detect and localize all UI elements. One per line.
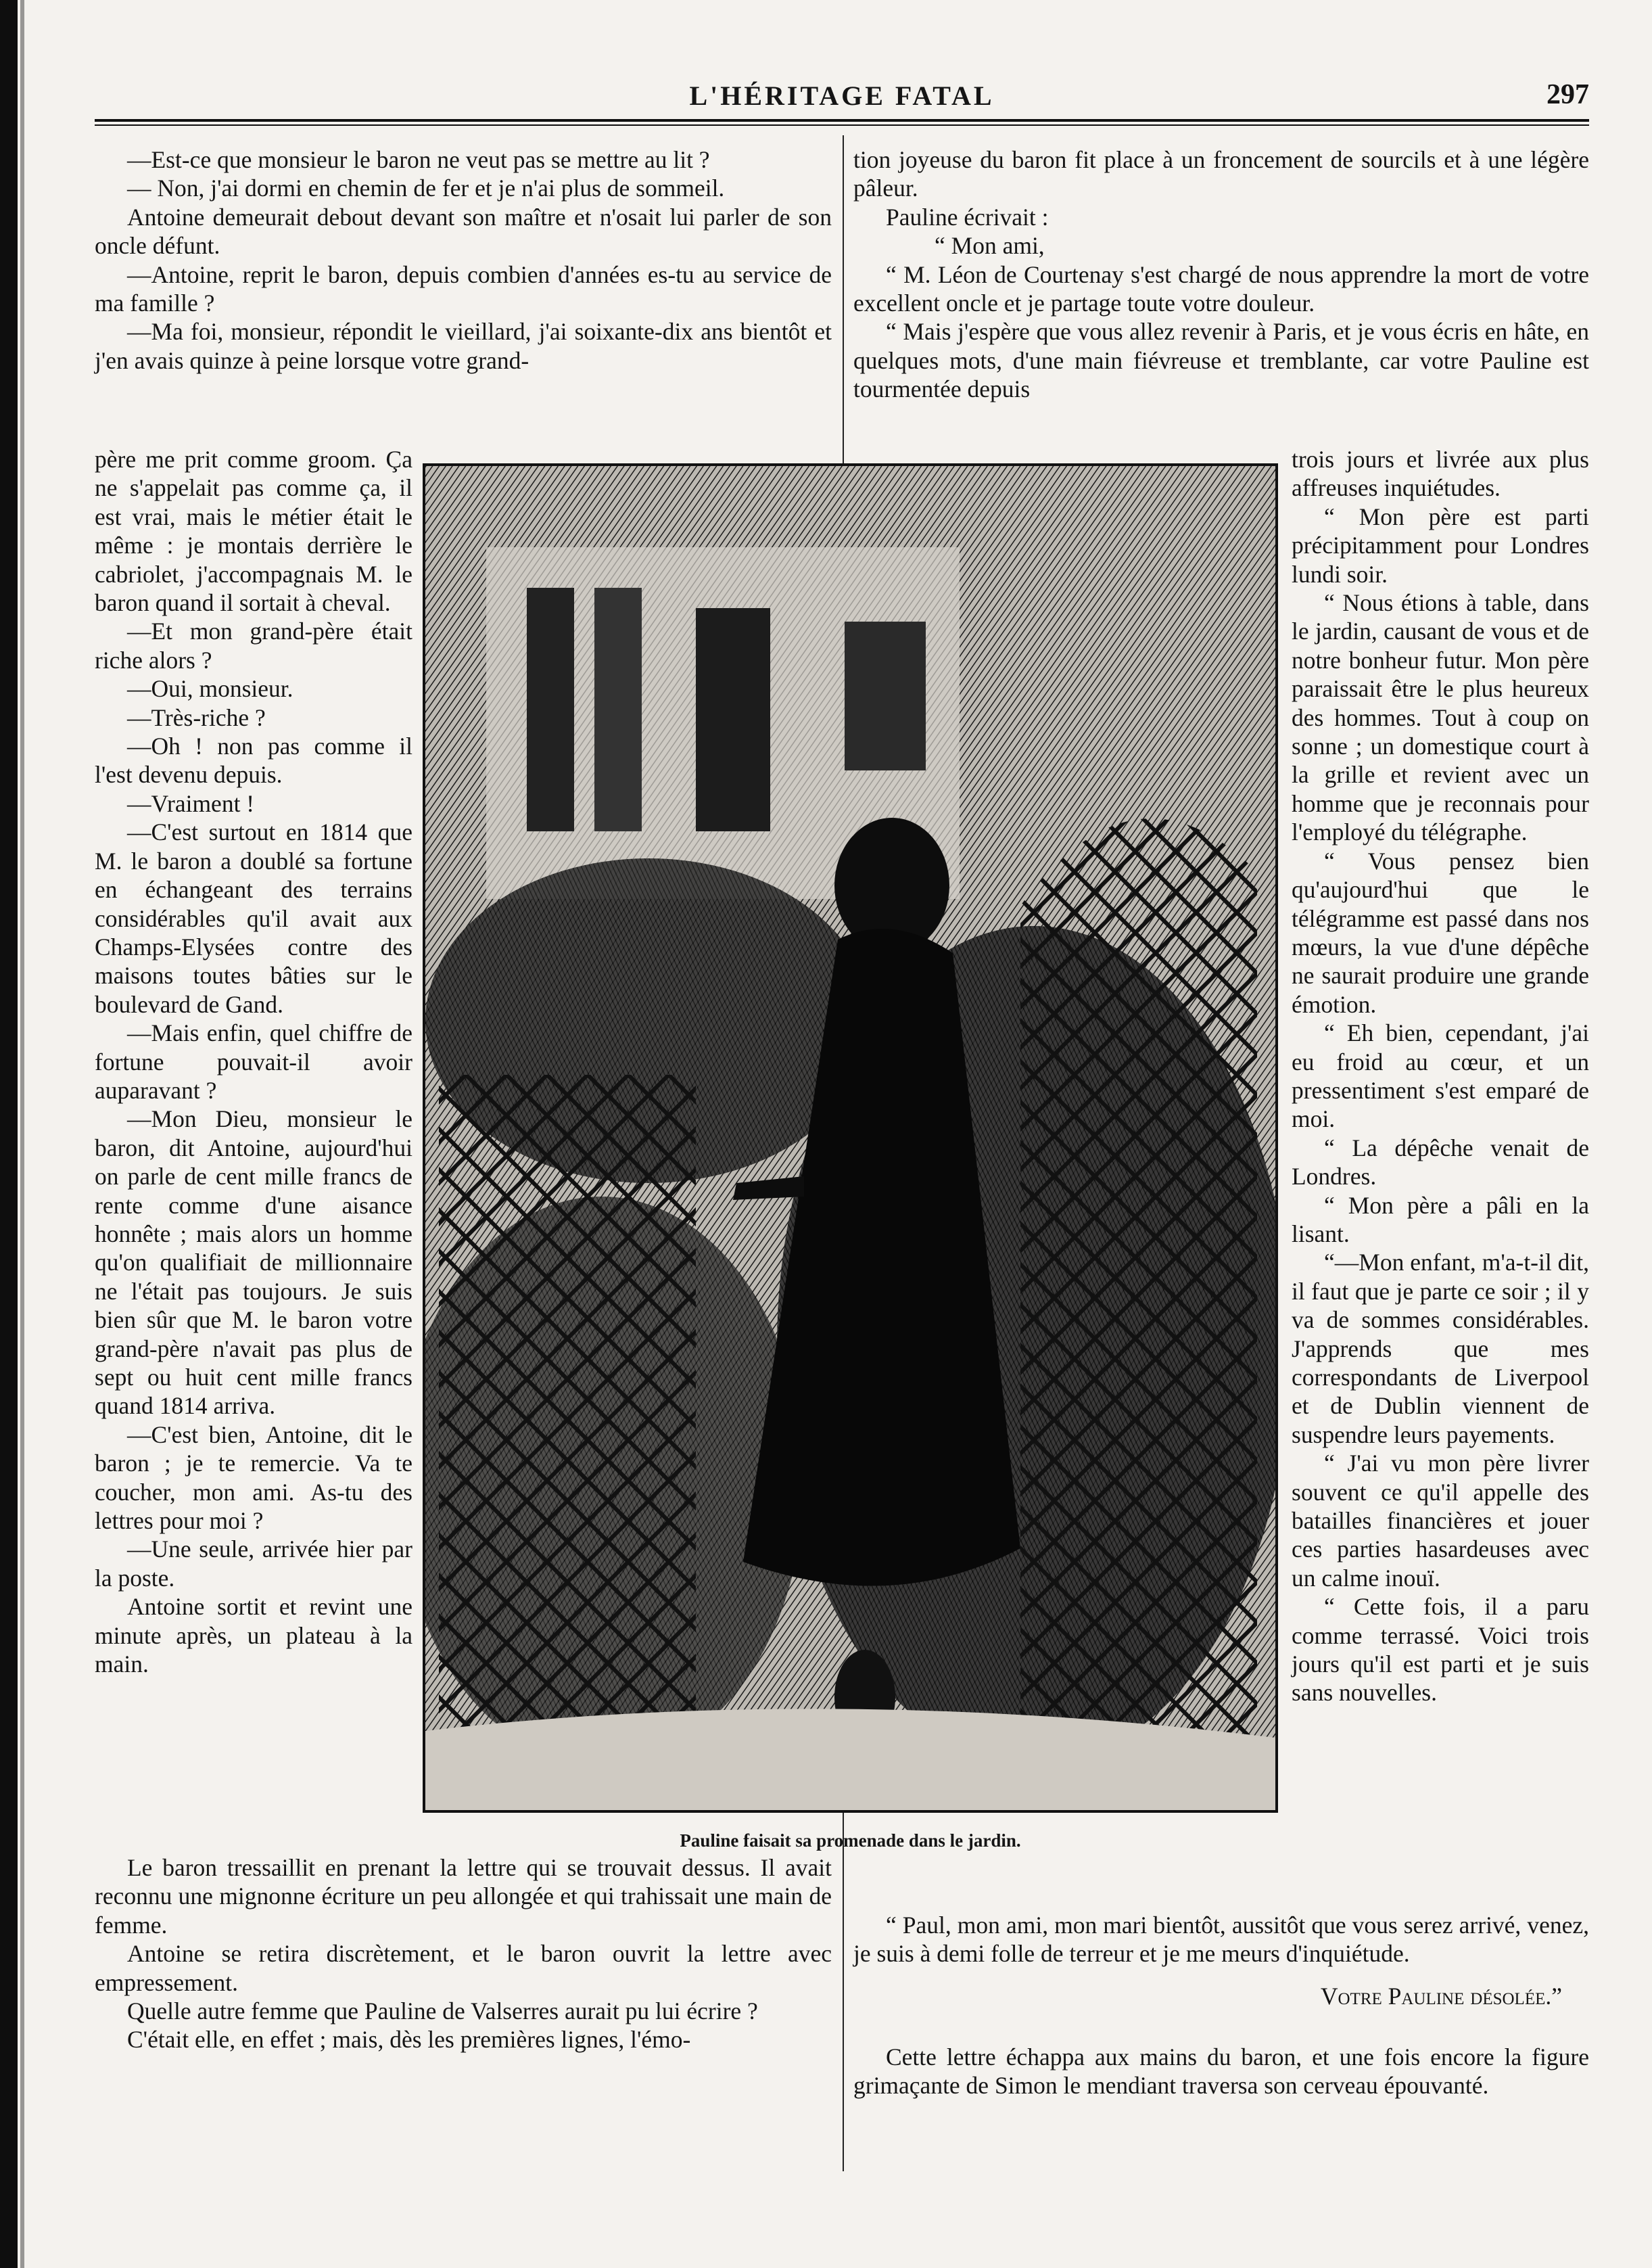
paragraph: Antoine se retira discrètement, et le baron ouvrit la lettre avec empressement.: [95, 1940, 832, 1996]
paragraph: Quelle autre femme que Pauline de Valserres aurait pu lui écrire ?: [127, 1997, 758, 2025]
engraving-illustration: [423, 463, 1278, 1813]
paragraph: Antoine sortit et revint une minute après, un plateau à la main.: [95, 1593, 412, 1678]
paragraph: —Est-ce que monsieur le baron ne veut pas se mettre au lit ?: [127, 146, 710, 173]
letter-signature: Votre Pauline désolée.”: [1320, 1982, 1562, 2010]
paragraph: “ Vous pensez bien qu'aujourd'hui que le télégramme est passé dans nos mœurs, la vue d'une dépêche ne saurait produire une grande émotion.: [1292, 847, 1589, 1018]
right-column-top: [853, 145, 1589, 404]
paragraph: “ Eh bien, cependant, j'ai eu froid au cœur, et un pressentiment s'est emparé de moi.: [1292, 1019, 1589, 1133]
paragraph: —C'est bien, Antoine, dit le baron ; je te remercie. Va te coucher, mon ami. As-tu des lettres pour moi ?: [95, 1420, 412, 1535]
paragraph: père me prit comme groom. Ça ne s'appelait pas comme ça, il est vrai, mais le métier était le même : je montais derrière le cabriolet, j'accompagnais M. le baron quand il sortait à cheval.: [95, 446, 412, 617]
paragraph: —Très-riche ?: [127, 703, 266, 731]
right-column-bottom: [853, 1911, 1589, 2010]
running-title: L'HÉRITAGE FATAL: [689, 80, 995, 111]
paragraph: —Et mon grand-père était riche alors ?: [95, 618, 412, 674]
paragraph: “ Mais j'espère que vous allez revenir à Paris, et je vous écris en hâte, en quelques mots, d'une main fiévreuse et tremblante, car votre Pauline est tourmentée depuis: [853, 318, 1589, 403]
paragraph: “ Cette fois, il a paru comme terrassé. Voici trois jours qu'il est parti et je suis sans nouvelles.: [1292, 1593, 1589, 1707]
paragraph: “ Paul, mon ami, mon mari bientôt, aussitôt que vous serez arrivé, venez, je suis à demi folle de terreur et je me meurs d'inquiétude.: [853, 1912, 1589, 1968]
paragraph: —Mon Dieu, monsieur le baron, dit Antoine, aujourd'hui on parle de cent mille francs de rente comme d'une aisance honnête ; mais alors un homme qu'on qualifiait de millionnaire ne l'était pas toujours. Je suis bien sûr que M. le baron votre grand-père n'avait pas plus de sept ou huit cent mille francs quand 1814 arriva.: [95, 1105, 412, 1420]
paragraph: “ M. Léon de Courtenay s'est chargé de nous apprendre la mort de votre excellent oncle et je partage toute votre douleur.: [853, 260, 1589, 317]
paragraph: —Ma foi, monsieur, répondit le vieillard, j'ai soixante-dix ans bientôt et j'en avais quinze à peine lorsque votre grand-: [95, 318, 832, 374]
paragraph: Le baron tressaillit en prenant la lettre qui se trouvait dessus. Il avait reconnu une mignonne écriture un peu allongée et qui trahissait une main de femme.: [95, 1854, 832, 1939]
paragraph: tion joyeuse du baron fit place à un froncement de sourcils et à une légère pâleur.: [853, 146, 1589, 202]
header-rule-thick: [95, 119, 1589, 122]
right-column-end: [853, 2043, 1589, 2100]
page-header: [95, 74, 1589, 115]
paragraph: — Non, j'ai dormi en chemin de fer et je n'ai plus de sommeil.: [127, 175, 725, 202]
paragraph: “ La dépêche venait de Londres.: [1292, 1134, 1589, 1190]
paragraph: —Oh ! non pas comme il l'est devenu depuis.: [95, 733, 412, 789]
letter-salutation: “ Mon ami,: [935, 232, 1045, 260]
paragraph: —Vraiment !: [127, 789, 255, 817]
paragraph: —Une seule, arrivée hier par la poste.: [95, 1535, 412, 1592]
paragraph: —Antoine, reprit le baron, depuis combien d'années es-tu au service de ma famille ?: [95, 260, 832, 317]
paragraph: “ J'ai vu mon père livrer souvent ce qu'il appelle des batailles financières et jouer ces parties hasardeuses avec un calme inouï.: [1292, 1450, 1589, 1592]
illustration-caption: Pauline faisait sa promenade dans le jardin.: [680, 1830, 1021, 1851]
page-edge-shadow: [0, 0, 18, 2268]
left-column-top: [95, 145, 832, 375]
paragraph: Cette lettre échappa aux mains du baron, et une fois encore la figure grimaçante de Simon le mendiant traversa son cerveau épouvanté.: [853, 2043, 1589, 2100]
paragraph: “ Nous étions à table, dans le jardin, causant de vous et de notre bonheur futur. Mon père paraissait être le plus heureux des hommes. Tout à coup on sonne ; un domestique court à la grille et revient avec un homme que je reconnais pour l'employé du télégraphe.: [1292, 589, 1589, 846]
paragraph: —Mais enfin, quel chiffre de fortune pouvait-il avoir auparavant ?: [95, 1019, 412, 1104]
right-column-narrow: [1292, 445, 1589, 1707]
paragraph: trois jours et livrée aux plus affreuses inquiétudes.: [1292, 446, 1589, 502]
page-edge-shadow-inner: [20, 0, 24, 2268]
paragraph: “ Mon père est parti précipitamment pour Londres lundi soir.: [1292, 503, 1589, 588]
paragraph: Pauline écrivait :: [886, 203, 1049, 231]
paragraph: Antoine demeurait debout devant son maître et n'osait lui parler de son oncle défunt.: [95, 203, 832, 260]
paragraph: —Oui, monsieur.: [127, 675, 293, 703]
left-column-bottom: [95, 1853, 832, 2054]
left-column-narrow: [95, 445, 412, 1678]
garden-scene-engraving: [425, 466, 1275, 1810]
paragraph: —C'est surtout en 1814 que M. le baron a doublé sa fortune en échangeant des terrains considérables qu'il avait aux Champs-Elysées contre des maisons toutes bâties sur le boulevard de Gand.: [95, 818, 412, 1018]
paragraph: “ Mon père a pâli en la lisant.: [1292, 1191, 1589, 1247]
page-number: 297: [1547, 79, 1589, 110]
paragraph: C'était elle, en effet ; mais, dès les premières lignes, l'émo-: [127, 2026, 691, 2054]
paragraph: “—Mon enfant, m'a-t-il dit, il faut que je parte ce soir ; il y va de sommes considérables. J'apprends que mes correspondants de Liverpool et de Dublin viennent de suspendre leurs payements.: [1292, 1249, 1589, 1448]
header-rule-thin: [95, 124, 1589, 126]
